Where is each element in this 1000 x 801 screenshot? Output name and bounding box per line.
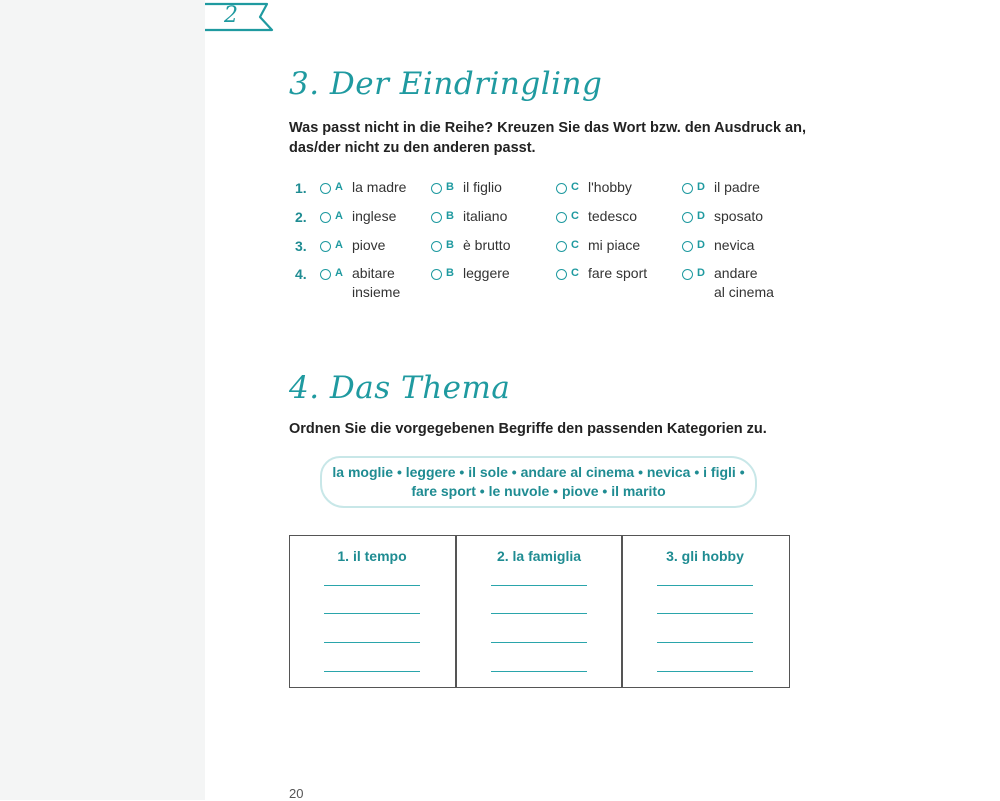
answer-checkbox[interactable] bbox=[682, 269, 693, 280]
option-text: inglese bbox=[352, 208, 397, 224]
option-letter: B bbox=[446, 239, 454, 251]
answer-checkbox[interactable] bbox=[320, 241, 331, 252]
chapter-tab bbox=[205, 0, 280, 34]
question-number: 3. bbox=[295, 238, 307, 254]
answer-line[interactable] bbox=[657, 671, 753, 672]
question-number: 2. bbox=[295, 209, 307, 225]
option-letter: A bbox=[335, 239, 343, 251]
category-label: gli hobby bbox=[681, 548, 744, 564]
option-text: l'hobby bbox=[588, 179, 632, 195]
word-bank-line-2: fare sport • le nuvole • piove • il marito bbox=[411, 483, 666, 499]
answer-line[interactable] bbox=[491, 613, 587, 614]
answer-checkbox[interactable] bbox=[431, 212, 442, 223]
option-text: sposato bbox=[714, 208, 764, 224]
option-text: piove bbox=[352, 237, 386, 253]
section3-instruction-2: das/der nicht zu den anderen passt. bbox=[289, 140, 536, 156]
page-number: 20 bbox=[289, 786, 304, 801]
category-label: il tempo bbox=[352, 548, 407, 564]
option-letter: B bbox=[446, 210, 454, 222]
answer-line[interactable] bbox=[491, 671, 587, 672]
word-bank-line-1: la moglie • leggere • il sole • andare al cinema • nevica • i figli • bbox=[332, 464, 745, 480]
option-text: tedesco bbox=[588, 208, 638, 224]
option-text: è brutto bbox=[463, 237, 511, 253]
answer-checkbox[interactable] bbox=[682, 183, 693, 194]
question-number: 4. bbox=[295, 266, 307, 282]
option-text: abitare bbox=[352, 265, 395, 281]
section3-instruction-1: Was passt nicht in die Reihe? Kreuzen Sie das Wort bzw. den Ausdruck an, bbox=[289, 120, 806, 136]
answer-line[interactable] bbox=[324, 613, 420, 614]
option-letter: C bbox=[571, 267, 579, 279]
option-letter: C bbox=[571, 181, 579, 193]
option-text: il padre bbox=[714, 179, 760, 195]
category-header bbox=[622, 548, 788, 564]
option-text: leggere bbox=[463, 265, 510, 281]
option-letter: B bbox=[446, 267, 454, 279]
option-text-continued: al cinema bbox=[714, 284, 774, 300]
answer-checkbox[interactable] bbox=[682, 241, 693, 252]
option-letter: D bbox=[697, 210, 705, 222]
answer-line[interactable] bbox=[657, 613, 753, 614]
answer-checkbox[interactable] bbox=[320, 183, 331, 194]
answer-checkbox[interactable] bbox=[556, 241, 567, 252]
option-letter: D bbox=[697, 267, 705, 279]
category-number: 2. bbox=[496, 548, 509, 564]
option-letter: D bbox=[697, 239, 705, 251]
answer-checkbox[interactable] bbox=[431, 241, 442, 252]
answer-line[interactable] bbox=[657, 642, 753, 643]
option-text: fare sport bbox=[588, 265, 648, 281]
option-text: la madre bbox=[352, 179, 407, 195]
answer-checkbox[interactable] bbox=[556, 183, 567, 194]
page-margin bbox=[0, 0, 205, 800]
option-text: nevica bbox=[714, 237, 755, 253]
answer-checkbox[interactable] bbox=[556, 212, 567, 223]
option-letter: A bbox=[335, 181, 343, 193]
answer-line[interactable] bbox=[324, 642, 420, 643]
answer-checkbox[interactable] bbox=[682, 212, 693, 223]
answer-line[interactable] bbox=[324, 585, 420, 586]
answer-checkbox[interactable] bbox=[320, 212, 331, 223]
answer-checkbox[interactable] bbox=[431, 269, 442, 280]
category-header bbox=[289, 548, 455, 564]
category-number: 3. bbox=[666, 548, 678, 564]
option-text: andare bbox=[714, 265, 758, 281]
option-letter: A bbox=[335, 210, 343, 222]
option-letter: D bbox=[697, 181, 705, 193]
option-letter: B bbox=[446, 181, 454, 193]
option-text: mi piace bbox=[588, 237, 641, 253]
answer-checkbox[interactable] bbox=[320, 269, 331, 280]
answer-line[interactable] bbox=[491, 585, 587, 586]
answer-checkbox[interactable] bbox=[431, 183, 442, 194]
option-text: italiano bbox=[463, 208, 508, 224]
answer-line[interactable] bbox=[324, 671, 420, 672]
option-letter: C bbox=[571, 239, 579, 251]
chapter-number: 2 bbox=[224, 3, 238, 28]
category-number: 1. bbox=[337, 548, 350, 564]
option-text: il figlio bbox=[463, 179, 502, 195]
section4-instruction: Ordnen Sie die vorgegebenen Begriffe den passenden Kategorien zu. bbox=[289, 421, 767, 437]
answer-line[interactable] bbox=[491, 642, 587, 643]
option-text-continued: insieme bbox=[352, 284, 401, 300]
option-letter: A bbox=[335, 267, 343, 279]
answer-line[interactable] bbox=[657, 585, 753, 586]
section3-title: 3. Der Eindringling bbox=[289, 66, 603, 102]
question-number: 1. bbox=[295, 180, 307, 196]
answer-checkbox[interactable] bbox=[556, 269, 567, 280]
option-letter: C bbox=[571, 210, 579, 222]
category-header bbox=[456, 548, 622, 564]
section4-title: 4. Das Thema bbox=[289, 370, 511, 406]
category-label: la famiglia bbox=[512, 548, 582, 564]
